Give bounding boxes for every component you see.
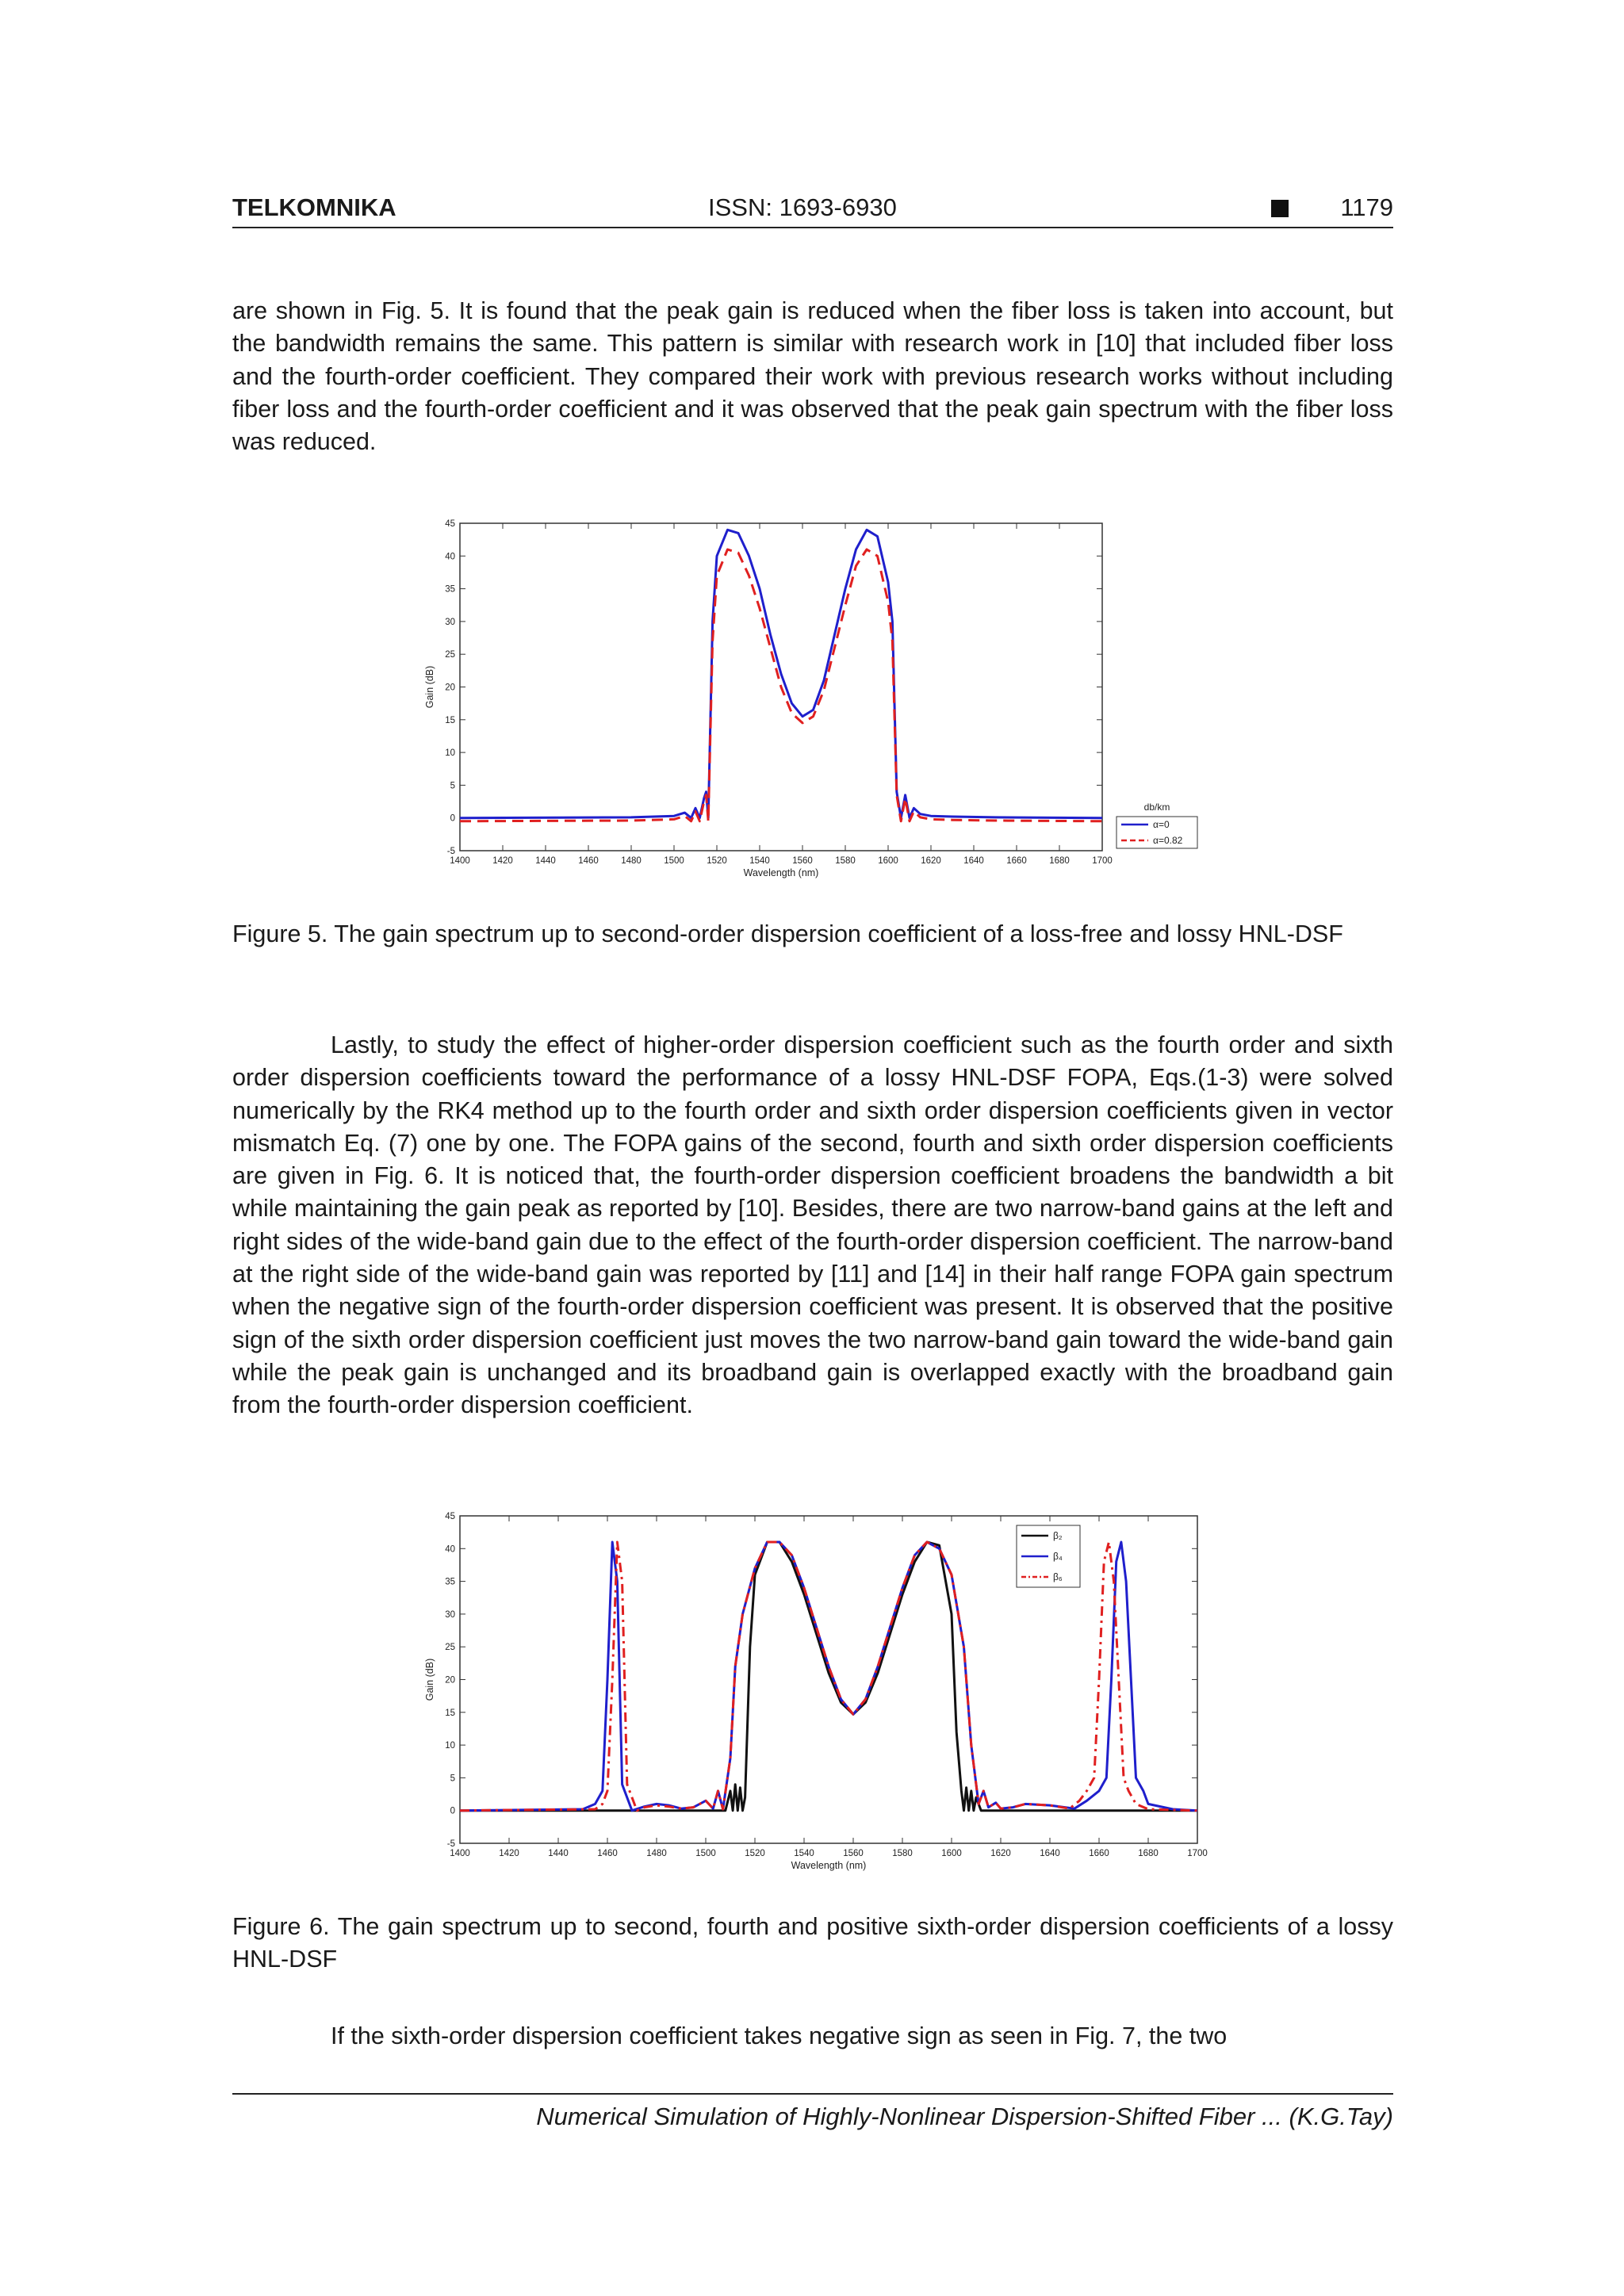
running-header [232,189,1393,228]
chart5-ytick-label: 0 [450,813,455,824]
figure-5-chart [412,507,1205,888]
chart6-xtick-label: 1520 [745,1849,765,1858]
chart5-legend-title: db/km [1143,802,1170,813]
chart5-xtick-label: 1640 [963,856,984,866]
chart6-ytick-label: 0 [450,1806,455,1816]
chart5-ytick-label: -5 [446,847,455,856]
journal-name: TELKOMNIKA [232,193,396,221]
chart6-xtick-label: 1400 [450,1849,470,1858]
chart6-legend-entry: β₂ [1053,1530,1063,1541]
chart6-xtick-label: 1440 [548,1849,569,1858]
chart5-yaxis-label: Gain (dB) [424,665,435,709]
header-square-icon [1271,200,1289,217]
issn: ISSN: 1693-6930 [708,193,897,221]
chart6-xtick-label: 1640 [1040,1849,1060,1858]
chart6-ytick-label: 5 [450,1774,455,1784]
chart5-ytick-label: 10 [445,748,455,759]
chart5-xtick-label: 1560 [792,856,813,866]
chart5-xtick-label: 1440 [535,856,556,866]
chart6-xtick-label: 1580 [892,1849,913,1858]
body-paragraph-2: Lastly, to study the effect of higher-order dispersion coefficient such as the fourth order and sixth order dispersion coefficients toward the performance of a lossy HNL-DSF FOPA, Eqs.(1-3) were solved numerically by the RK4 method up to the fourth order and sixth order dispersion coefficients given in vector mismatch Eq. (7) one by one. The FOPA gains of the second, fourth and sixth order dispersion coefficients are given in Fig. 6. It is noticed that, the fourth-order dispersion coefficient broadens the bandwidth a bit while maintaining the gain peak as reported by [10]. Besides, there are two narrow-band gains at the left and right sides of the wide-band gain due to the effect of the fourth-order dispersion coefficient. The narrow-band at the right side of the wide-band gain was reported by [11] and [14] in their half range FOPA gain spectrum when the negative sign of the fourth-order dispersion coefficient was present. It is observed that the positive sign of the sixth order dispersion coefficient just moves the two narrow-band gain toward the wide-band gain while the peak gain is unchanged and its broadband gain is overlapped exactly with the broadband gain from the fourth-order dispersion coefficient. [232,1031,1393,1419]
chart6-xtick-label: 1540 [794,1849,814,1858]
chart6-xtick-label: 1460 [597,1849,618,1858]
chart5-ytick-label: 5 [450,781,455,791]
chart6-xtick-label: 1620 [990,1849,1011,1858]
running-footer: Numerical Simulation of Highly-Nonlinear Dispersion-Shifted Fiber ... (K.G.Tay) [536,2103,1393,2130]
chart5-xaxis-label: Wavelength (nm) [743,867,819,878]
chart6-xtick-label: 1560 [843,1849,864,1858]
chart5-ytick-label: 20 [445,683,455,693]
chart6-ytick-label: 40 [445,1544,455,1555]
footer-rule [232,2093,1393,2095]
chart6-xtick-label: 1600 [941,1849,962,1858]
figure-6-caption: Figure 6. The gain spectrum up to second, fourth and positive sixth-order dispersion coefficients of a lossy HNL-DSF [232,1913,1393,1973]
body-paragraph-3: If the sixth-order dispersion coefficient takes negative sign as seen in Fig. 7, the two [331,2022,1228,2049]
chart5-xtick-label: 1620 [921,856,941,866]
page-number: 1179 [1340,193,1393,221]
chart6-xtick-label: 1700 [1187,1849,1208,1858]
chart6-xtick-label: 1420 [499,1849,519,1858]
chart5-ytick-label: 30 [445,617,455,627]
chart6-ytick-label: -5 [446,1839,455,1849]
chart6-plot [424,1512,1208,1871]
figure-5-caption: Figure 5. The gain spectrum up to second-order dispersion coefficient of a loss-free and lossy HNL-DSF [232,920,1343,947]
chart6-ytick-label: 30 [445,1609,455,1620]
chart5-xtick-label: 1460 [578,856,599,866]
chart5-xtick-label: 1660 [1006,856,1027,866]
chart5-ytick-label: 15 [445,715,455,725]
chart5-xtick-label: 1520 [707,856,727,866]
chart6-xtick-label: 1680 [1138,1849,1159,1858]
chart6-ytick-label: 45 [445,1512,455,1521]
chart5-legend-entry: α=0.82 [1153,835,1183,846]
figure-6-chart [412,1500,1221,1881]
chart5-xtick-label: 1700 [1092,856,1113,866]
chart5-xtick-label: 1600 [878,856,898,866]
chart6-plot-frame [460,1516,1197,1843]
figure-6 [412,1500,1221,1881]
chart6-xaxis-label: Wavelength (nm) [791,1860,867,1871]
chart6-legend-entry: β₆ [1053,1571,1063,1582]
chart5-xtick-label: 1680 [1049,856,1070,866]
chart5-xtick-label: 1400 [450,856,470,866]
chart5-xtick-label: 1540 [749,856,770,866]
chart6-legend-entry: β₄ [1053,1551,1063,1562]
chart6-xtick-label: 1500 [695,1849,716,1858]
chart6-ytick-label: 20 [445,1675,455,1686]
chart5-legend-entry: α=0 [1153,819,1170,830]
chart5-xtick-label: 1500 [664,856,684,866]
figure-5 [412,507,1205,888]
chart6-ytick-label: 25 [445,1643,455,1653]
chart6-legend [1017,1525,1080,1587]
chart5-ytick-label: 40 [445,552,455,562]
chart6-xtick-label: 1480 [646,1849,667,1858]
chart6-yaxis-label: Gain (dB) [424,1658,435,1701]
chart5-xtick-label: 1480 [621,856,642,866]
chart5-ytick-label: 35 [445,584,455,595]
chart5-ytick-label: 45 [445,519,455,529]
body-paragraph-1: are shown in Fig. 5. It is found that the peak gain is reduced when the fiber loss is taken into account, but the bandwidth remains the same. This pattern is similar with research work in [10] that included fiber loss and the fourth-order coefficient. They compared their work with previous research works without including fiber loss and the fourth-order coefficient and it was observed that the peak gain spectrum with the fiber loss was reduced. [232,297,1393,456]
chart6-ytick-label: 10 [445,1741,455,1751]
chart6-ytick-label: 35 [445,1577,455,1587]
chart5-xtick-label: 1580 [835,856,856,866]
chart6-xtick-label: 1660 [1089,1849,1109,1858]
chart5-plot [424,519,1113,878]
chart6-ytick-label: 15 [445,1708,455,1718]
chart5-legend [1116,802,1197,848]
chart5-ytick-label: 25 [445,650,455,660]
chart5-xtick-label: 1420 [492,856,513,866]
